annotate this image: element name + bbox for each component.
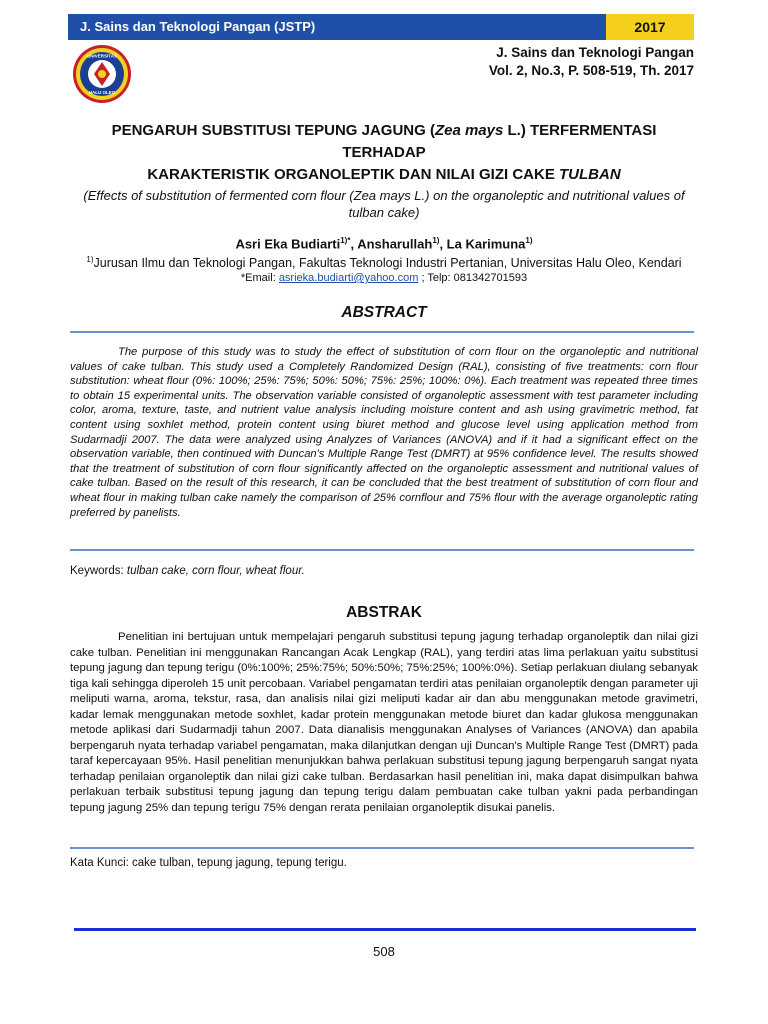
journal-short-name: J. Sains dan Teknologi Pangan (JSTP): [68, 14, 606, 40]
svg-text:HALU OLEO: HALU OLEO: [88, 90, 116, 95]
journal-citation: [489, 44, 694, 80]
species-name: Zea mays: [434, 122, 504, 139]
paper-title: PENGARUH SUBSTITUSI TEPUNG JAGUNG (Zea mays L.) TERFERMENTASI TERHADAP KARAKTERISTIK ORGANOLEPTIK DAN NILAI GIZI CAKE TULBAN: [111, 122, 657, 183]
journal-name: J. Sains dan Teknologi Pangan: [496, 45, 694, 60]
journal-year: 2017: [606, 14, 694, 40]
svg-text:UNIVERSITAS: UNIVERSITAS: [87, 53, 117, 59]
journal-header-bar: [68, 14, 694, 40]
author-name: Ansharullah: [357, 236, 433, 252]
divider: [70, 847, 694, 849]
kata-kunci: Kata Kunci: cake tulban, tepung jagung, tepung terigu.: [70, 857, 347, 869]
author-name: La Karimuna: [446, 236, 526, 252]
author-list: Asri Eka Budiarti$^{1)*}$, Ansharullah$^{1)}$, La Karimuna$^{1)}$: [235, 236, 533, 252]
affiliation: $^{1)}$Jurusan Ilmu dan Teknologi Pangan, Fakultas Teknologi Industri Pertanian, Universitas Halu Oleo, Kendari: [86, 255, 682, 271]
author-name: Asri Eka Budiarti: [235, 236, 341, 252]
page-number: 508: [373, 944, 395, 959]
footer-rule: [74, 928, 696, 931]
abstract-body: The purpose of this study was to study the effect of substitution of corn flour on the organoleptic and nutritional values of cake tulban. This study used a Completely Randomized Design (RAL), consisting of five treatments: corn flour substitution: wheat flour (0%: 100%; 25%: 75%; 50%: 50%; 75%: 25%; 100%: 0%). Each treatment was repeated three times to obtain 15 experimental units. The observation variable consisted of organoleptic assessment with test parameter including color, aroma, texture, taste, and nutrient value analysis including moisture content and ash using gravimetric method, fat content using soxhlet method, protein content using biuret method and glucose level using application method from Sudarmadji 2007. The data were analyzed using Analyzes of Variances (ANOVA) and if it had a significant effect on the observation variable, then continued with Duncan's Multiple Range Test (DMRT) at 95% confidence level. The results showed that the treatment of substitution of corn flour significantly affected on the organoleptic assessment and nutritional values of cake tulban. Based on the result of this research, it can be concluded that the best treatment of substitution of corn flour and wheat flour in making tulban cake namely the comparison of 25% cornflour and 75% flour with the average organoleptic rating preferred by panelists.: [70, 346, 698, 519]
email-link[interactable]: asrieka.budiarti@yahoo.com: [278, 272, 419, 284]
volume-info: Vol. 2, No.3, P. 508-519, Th. 2017: [488, 63, 694, 78]
university-logo: [72, 44, 132, 104]
abstrak-body: Penelitian ini bertujuan untuk mempelajari pengaruh substitusi tepung jagung terhadap organoleptik dan nilai gizi cake tulban. Penelitian ini menggunakan Rancangan Acak Lengkap (RAL), yang terdiri atas lima perlakuan yaitu substitusi tepung jagung dan tepung terigu (0%:100%; 25%:75%; 50%:50%; 75%:25%; 100%:0%). Setiap perlakuan diulang sebanyak tiga kali sehingga diperoleh 15 unit percobaan. Variabel pengamatan terdiri atas penilaian organoleptik dengan parameter uji meliputi warna, aroma, tekstur, rasa, dan analisis nilai gizi meliputi kadar air dan abu menggunakan metode gravimetri, kadar lemak menggunakan metode soxhlet, kadar protein menggunakan metode biuret dan kadar glukosa menggunakan metode aplikasi dari Sudarmadji tahun 2007. Data dianalisis menggunakan Analyses of Variances (ANOVA) dan apabila berpengaruh nyata terhadap variabel pengamatan, maka dilanjutkan dengan uji Duncan's Multiple Range Test (DMRT) pada taraf kepercayaan 95%. Hasil penelitian menunjukkan bahwa perlakuan substitusi tepung jagung berpengaruh sangat nyata terhadap penilaian organoleptik dan nilai gizi cake tulban. Berdasarkan hasil penelitian ini, maka dapat disimpulkan bahwa perlakuan terbaik substitusi tepung jagung dan tepung terigu dalam pembuatan cake tulban yakni pada perbandingan tepung jagung 25% dan tepung terigu 75% dengan rerata penilaian organoleptik disukai panelis.: [70, 631, 698, 814]
contact-info: *Email: asrieka.budiarti@yahoo.com ; Telp: 081342701593: [240, 272, 528, 284]
english-title: (Effects of substitution of fermented corn flour (Zea mays L.) on the organoleptic and nutritional values of tulban cake): [83, 188, 685, 220]
abstrak-heading: ABSTRAK: [346, 604, 422, 621]
keywords: Keywords: tulban cake, corn flour, wheat flour.: [70, 565, 305, 577]
abstract-heading: ABSTRACT: [341, 304, 427, 321]
divider: [70, 549, 694, 551]
divider: [70, 331, 694, 333]
